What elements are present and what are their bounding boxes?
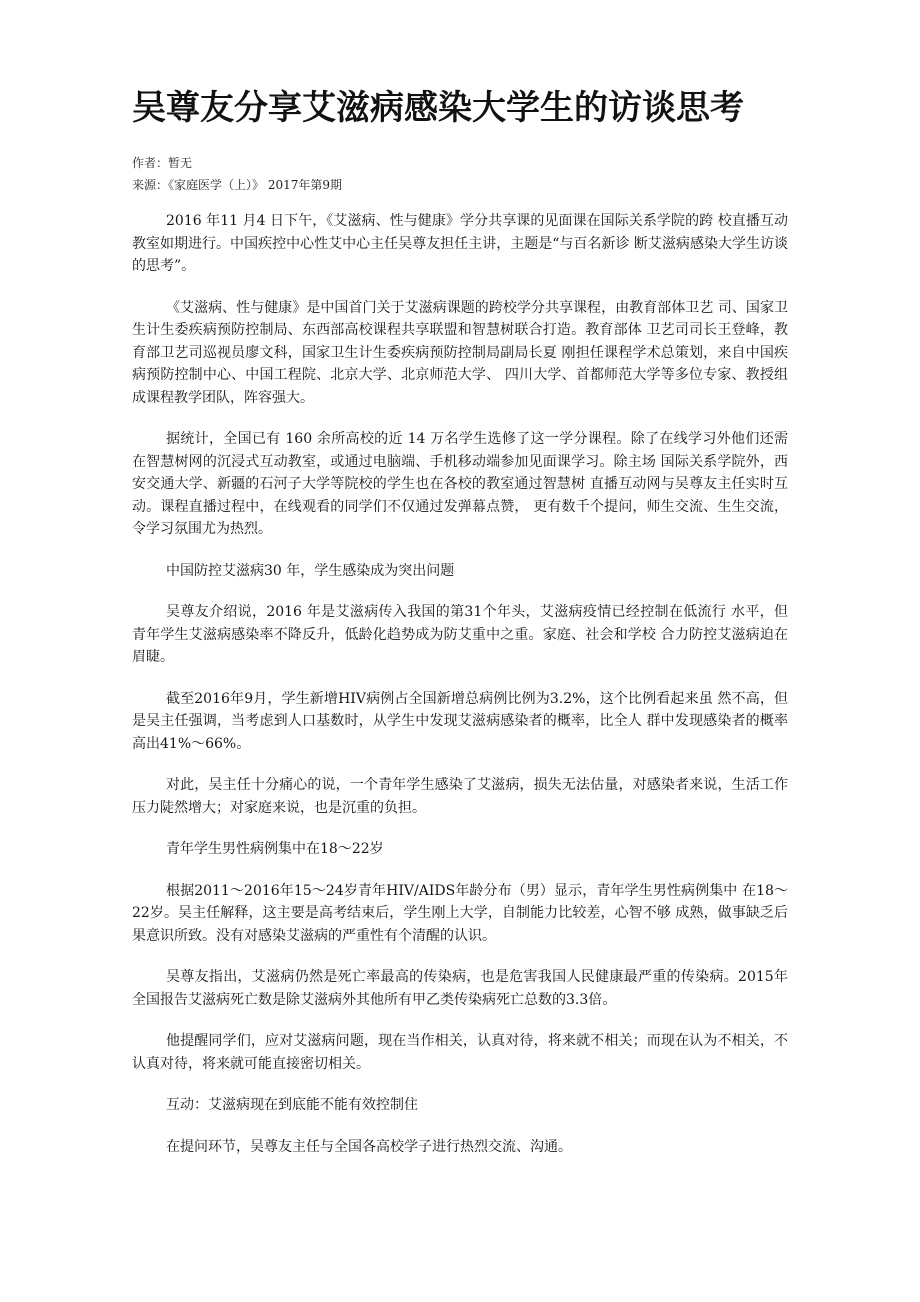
paragraph: 据统计，全国已有 160 余所高校的近 14 万名学生选修了这一学分课程。除了在线学习外他们还需在智慧树网的沉浸式互动教室，或通过电脑端、手机移动端参加见面课学习。除主场 国际关系学院外，西安交通大学、新疆的石河子大学等院校的学生也在各校的教室通过智慧树 直播互动网与吴尊友主任实时互动。课程直播过程中，在线观看的同学们不仅通过发弹幕点赞， 更有数千个提问，师生交流、生生交流，令学习氛围尤为热烈。 <box>132 431 788 537</box>
paragraph: 根据2011～2016年15～24岁青年HIV/AIDS年龄分布（男）显示，青年学生男性病例集中 在18～22岁。吴主任解释，这主要是高考结束后，学生刚上大学，自制能力比较差，心智不够 成熟，做事缺乏后果意识所致。没有对感染艾滋病的严重性有个清醒的认识。 <box>132 882 788 944</box>
paragraph: 他提醒同学们，应对艾滋病问题，现在当作相关，认真对待，将来就不相关；而现在认为不相关，不认真对待，将来就可能直接密切相关。 <box>132 1033 788 1072</box>
paragraph: 2016 年11 月4 日下午，《艾滋病、性与健康》学分共享课的见面课在国际关系学院的跨 校直播互动教室如期进行。中国疾控中心性艾中心主任吴尊友担任主讲，主题是“与百名新诊 断艾滋病感染大学生访谈的思考”。 <box>132 213 788 274</box>
paragraph: 《艾滋病、性与健康》是中国首门关于艾滋病课题的跨校学分共享课程，由教育部体卫艺 司、国家卫生计生委疾病预防控制局、东西部高校课程共享联盟和智慧树联合打造。教育部体 卫艺司司长王登峰，教育部卫艺司巡视员廖文科，国家卫生计生委疾病预防控制局副局长夏 刚担任课程学术总策划，来自中国疾病预防控制中心、中国工程院、北京大学、北京师范大学、 四川大学、首都师范大学等多位专家、教授组成课程教学团队，阵容强大。 <box>132 299 788 406</box>
paragraph: 截至2016年9月，学生新增HIV病例占全国新增总病例比例为3.2%，这个比例看起来虽 然不高，但是吴主任强调，当考虑到人口基数时，从学生中发现艾滋病感染者的概率，比全人 群中发现感染者的概率高出41%～66%。 <box>132 690 788 752</box>
source-line: 来源：《家庭医学（上）》 2017年第9期 <box>132 178 342 192</box>
article-meta <box>132 152 342 196</box>
author-line: 作者：暂无 <box>132 156 193 170</box>
paragraph: 对此，吴主任十分痛心的说，一个青年学生感染了艾滋病，损失无法估量，对感染者来说，生活工作压力陡然增大；对家庭来说，也是沉重的负担。 <box>132 777 788 816</box>
paragraph: 吴尊友介绍说，2016 年是艾滋病传入我国的第31个年头，艾滋病疫情已经控制在低流行 水平，但青年学生艾滋病感染率不降反升，低龄化趋势成为防艾重中之重。家庭、社会和学校 合力防控艾滋病迫在眉睫。 <box>132 604 788 665</box>
section-heading: 互动：艾滋病现在到底能不能有效控制住 <box>166 1097 418 1113</box>
article-title: 吴尊友分享艾滋病感染大学生的访谈思考 <box>132 88 744 128</box>
section-heading: 中国防控艾滋病30 年，学生感染成为突出问题 <box>166 562 455 579</box>
paragraph: 在提问环节，吴尊友主任与全国各高校学子进行热烈交流、沟通。 <box>166 1138 572 1155</box>
paragraph: 吴尊友指出，艾滋病仍然是死亡率最高的传染病，也是危害我国人民健康最严重的传染病。2015年全国报告艾滋病死亡数是除艾滋病外其他所有甲乙类传染病死亡总数的3.3倍。 <box>132 969 788 1008</box>
section-heading: 青年学生男性病例集中在18～22岁 <box>166 841 384 857</box>
article-body <box>132 210 788 1177</box>
